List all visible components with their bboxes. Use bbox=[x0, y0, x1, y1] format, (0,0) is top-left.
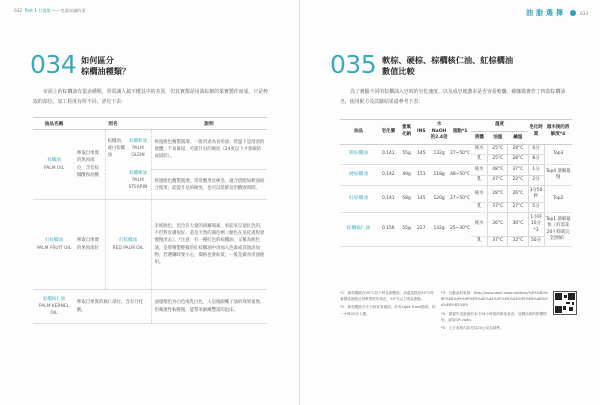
oil-temp: 48°C bbox=[488, 165, 508, 175]
table-header-row bbox=[340, 120, 572, 132]
liquid-type: 乳 bbox=[471, 175, 487, 185]
solubility: Top1 溶解最快（約需花20小時就完全溶解） bbox=[544, 213, 572, 247]
oil-name: 紅棕櫚油 bbox=[340, 186, 377, 213]
right-page-number-top: 033 bbox=[580, 10, 588, 16]
qr-code-icon[interactable] bbox=[553, 291, 577, 315]
oil-alias: 榨取自果實的核仁部位，含有月桂酸。 bbox=[75, 290, 151, 324]
lye-temp: 27°C bbox=[508, 202, 528, 212]
trace-time: 1小時10分*3 bbox=[528, 213, 544, 236]
liquid-type: 純水 bbox=[471, 165, 487, 175]
trace-time: 6分 bbox=[528, 144, 544, 154]
water-value: 120g bbox=[429, 186, 449, 213]
naoh-value: 49g bbox=[400, 165, 414, 186]
ins-value: 145 bbox=[414, 144, 430, 165]
section-intro-035: 為了實驗不同的棕櫚油入皂時的皂化速度，以及成皂後濃未是否容易軟爛，藤娜媽實作了四款棕櫚油皂，使用配方及試驗結果請參考下表： bbox=[340, 89, 566, 105]
subtype-1-name: 棕櫚軟油 bbox=[129, 138, 147, 144]
oil-name: 硬棕櫚油 bbox=[340, 165, 377, 186]
oil-alias: 榨取自果實的果肉部位 bbox=[75, 200, 105, 290]
section-title-034-line1: 如何區分 bbox=[81, 55, 114, 65]
liquid-type: 純水 bbox=[471, 144, 487, 154]
col-header-description: 說明 bbox=[151, 118, 267, 130]
table-row bbox=[340, 186, 572, 203]
oil-temp: 36°C bbox=[488, 213, 508, 236]
col-header-time: 皂化時間 bbox=[528, 120, 544, 145]
oil-temp: 37°C bbox=[488, 236, 508, 246]
section-title-034 bbox=[81, 55, 130, 77]
trace-time: 2分 bbox=[528, 175, 544, 185]
col-header-liquid: 液體 bbox=[471, 132, 487, 144]
sap-value: 0.141 bbox=[377, 186, 400, 213]
part-subtitle: ——皂基知識的事 bbox=[52, 8, 86, 13]
lye-temp: 28°C bbox=[508, 144, 528, 154]
subtype-list bbox=[128, 138, 149, 191]
melt-value: 48~50°C bbox=[449, 165, 471, 186]
sap-value: 0.142 bbox=[377, 165, 400, 186]
oil-name: 紅棕櫚油 bbox=[45, 238, 63, 244]
naoh-value: 58g bbox=[400, 186, 414, 213]
water-value: 132g bbox=[429, 144, 449, 165]
liquid-type: 純水 bbox=[471, 213, 487, 236]
trace-time: 3分50秒 bbox=[528, 186, 544, 203]
oil-name: 棕櫚核仁油 bbox=[340, 213, 377, 247]
right-running-header bbox=[526, 8, 588, 18]
table-header-row bbox=[33, 118, 267, 130]
liquid-type: 乳 bbox=[471, 202, 487, 212]
lye-temp: 36°C bbox=[508, 213, 528, 236]
subtype-1-name: 紅棕櫚油 bbox=[119, 238, 137, 244]
oil-name-en: PALM OIL bbox=[43, 165, 65, 171]
col-header-solubility: 週木後的溶解度*4 bbox=[544, 120, 572, 145]
section-title-034-line2: 棕櫚油種類？ bbox=[81, 66, 131, 76]
section-title-035-line1: 軟棕、硬棕、棕櫚核仁油、紅棕櫚油 bbox=[382, 55, 514, 65]
lye-temp: 22°C bbox=[508, 175, 528, 185]
section-number-035: 035 bbox=[330, 50, 377, 79]
trace-time: 1分 bbox=[528, 165, 544, 175]
oil-temp: 28°C bbox=[488, 186, 508, 203]
sap-value: 0.156 bbox=[377, 213, 400, 247]
oil-name: 軟棕櫚油 bbox=[340, 144, 377, 165]
oil-temp: 25°C bbox=[488, 154, 508, 164]
col-header-sap: 皂化價 bbox=[377, 120, 400, 145]
palm-oil-types-table bbox=[33, 117, 267, 324]
col-header-naoh: 氫氧化鈉 bbox=[400, 120, 414, 145]
naoh-value: 55g bbox=[400, 144, 414, 165]
col-header-oil: 油品 bbox=[340, 120, 377, 145]
footnote-3: *3：自動產科來源：http://www.dorii-soap.tw/docs/%E5%B0%8F%E6%95%99%E5%AE%A4%2F%E6%A3%95%E6%AB%9A%E6%B2%B9 bbox=[441, 291, 549, 308]
ins-value: 145 bbox=[414, 186, 430, 213]
solubility: Top3 bbox=[544, 144, 572, 165]
lye-temp: 26°C bbox=[508, 186, 528, 203]
col-header-melt: 脂點*1 bbox=[449, 120, 471, 145]
oil-name-cell bbox=[33, 200, 75, 290]
footnote-5: *5：上方表格內試皂以20公克為基準。 bbox=[441, 326, 504, 331]
oil-name-en: PALM FRUIT OIL bbox=[36, 245, 72, 251]
oil-temp: 47°C bbox=[488, 175, 508, 185]
oil-description-1: 經過脫色精製處理，一般用途為食用油；常溫下是澄清的液體，不易凝固，可提升皂的硬度（24度以下才會凝結成固狀）。 bbox=[151, 130, 267, 170]
solubility: Top4 溶解最慢 bbox=[544, 165, 572, 186]
leaf-icon bbox=[570, 10, 576, 16]
oil-subtype-cell bbox=[105, 130, 151, 200]
trace-time: 8分 bbox=[528, 154, 544, 164]
oil-description: 未經脫色，因含有大量的胡蘿蔔素，看起來呈現紅色的，不但對皮膚很好，還是天然的調色劑（顏色在皂化過程會慢慢淡去）。*注意：有一種紅色的棕櫚油，又稱為脫色油，是將精製輕微的紅棕櫚油中再加入色素或其他添加物，若選購時要小心，價格也會較低，一般是做食用油使用。 bbox=[151, 200, 267, 290]
section-title-035-line2: 數值比較 bbox=[382, 66, 415, 76]
water-value: 118g bbox=[429, 165, 449, 186]
section-intro-034: 市面上的棕櫚油有很多種類，常常讓人搞不懂其中的差異，但其實都是用油棕樹的果實製作而成，只是榨取的部位、加工程度有所不同，詳見下表： bbox=[33, 89, 268, 105]
col-header-alias: 別名 bbox=[75, 118, 151, 130]
lye-temp: 37°C bbox=[508, 165, 528, 175]
col-header-water: 水NaOH的2.4倍 bbox=[429, 120, 449, 145]
brand-title: 油脂選擇 bbox=[526, 9, 566, 17]
liquid-type: 純水 bbox=[471, 186, 487, 203]
oil-name: 棕櫚核仁油 bbox=[43, 296, 65, 302]
subtype-1-en: PALM OLEIN bbox=[131, 146, 145, 159]
subtype-2-name: 棕櫚硬油 bbox=[129, 170, 147, 176]
footnote-2: *2：軟棕櫚油在冬天較容易凝固，約有Light Trace階段；約一小時20分入模。 bbox=[340, 305, 436, 316]
table-row bbox=[33, 130, 267, 170]
ins-value: 227 bbox=[414, 213, 430, 247]
subtype-1-en: RED PALM OIL bbox=[112, 245, 144, 251]
oil-alias: 榨取自果實的果肉部位，含有棕櫚酸和油酸 bbox=[75, 130, 105, 200]
footnotes-column-1 bbox=[340, 290, 436, 317]
table-row bbox=[340, 144, 572, 154]
subtype-note: 棕櫚油，或白棕櫚油 bbox=[107, 138, 126, 159]
liquid-type: 乳 bbox=[471, 236, 487, 246]
melt-value: 25~30°C bbox=[449, 213, 471, 247]
subtype-2-en: PALM STEARIN bbox=[128, 177, 148, 190]
oil-name-en: PALM KERNEL OIL bbox=[38, 303, 70, 317]
palm-oil-comparison-table bbox=[340, 119, 572, 247]
left-page-number-top: 032 bbox=[14, 8, 22, 13]
trace-time: 5分 bbox=[528, 202, 544, 212]
liquid-type: 乳 bbox=[471, 154, 487, 164]
ins-value: 151 bbox=[414, 165, 430, 186]
oil-name: 棕櫚油 bbox=[47, 158, 61, 164]
oil-name-cell bbox=[33, 130, 75, 200]
water-value: 132g bbox=[429, 213, 449, 247]
table-row bbox=[33, 200, 267, 290]
col-header-temp: 溫度 bbox=[471, 120, 528, 132]
table-row bbox=[33, 290, 267, 324]
section-title-035 bbox=[382, 55, 513, 77]
footnote-4: *4：靜置失皂過後的水中24小時後的軟化狀況，皂體化軟的影響情形，請見QR code。 bbox=[441, 311, 547, 322]
oil-description-2: 經過脫色精製處理，常常應用於硬皂，適合搭配如軟油組合使用；能提升皂的硬度，也可以延緩皂的酸敗時間。 bbox=[151, 170, 267, 200]
solubility: Top2 bbox=[544, 186, 572, 213]
oil-name-cell bbox=[33, 290, 75, 324]
table-row bbox=[340, 165, 572, 175]
section-number-034: 034 bbox=[30, 50, 77, 79]
table-row bbox=[340, 213, 572, 236]
part-label: Part 1 打電報 bbox=[24, 8, 51, 13]
oil-temp: 37°C bbox=[488, 202, 508, 212]
col-header-oil-name: 油品名稱 bbox=[33, 118, 75, 130]
footnote-1: *1：硬棕櫚油在40°C以下時為固體狀，油溫加熱至45°C時會變成液態且易軟膏狀的黃色，50°C以上則為液態。 bbox=[340, 291, 434, 302]
oil-subtype-cell bbox=[105, 200, 151, 290]
col-header-lye-temp: 鹼溫 bbox=[508, 132, 528, 144]
subtype-wrapper bbox=[108, 138, 149, 191]
sap-value: 0.141 bbox=[377, 144, 400, 165]
melt-value: 27~50°C bbox=[449, 144, 471, 165]
melt-value: 27~50°C bbox=[449, 186, 471, 213]
oil-temp: 25°C bbox=[488, 144, 508, 154]
oil-description: 油脂顏色為白色或乳白色，入皂後跟椰子油的效果很像，但刺激性較輕微，能帶來細緻豐富的泡沫。 bbox=[151, 290, 267, 324]
col-header-oil-temp: 油溫 bbox=[488, 132, 508, 144]
col-header-ins: INS bbox=[414, 120, 430, 145]
footnotes-column-2 bbox=[441, 290, 549, 331]
naoh-value: 55g bbox=[400, 213, 414, 247]
lye-temp: 32°C bbox=[508, 236, 528, 246]
left-running-header bbox=[14, 8, 86, 14]
trace-time: 50分 bbox=[528, 236, 544, 246]
lye-temp: 28°C bbox=[508, 154, 528, 164]
